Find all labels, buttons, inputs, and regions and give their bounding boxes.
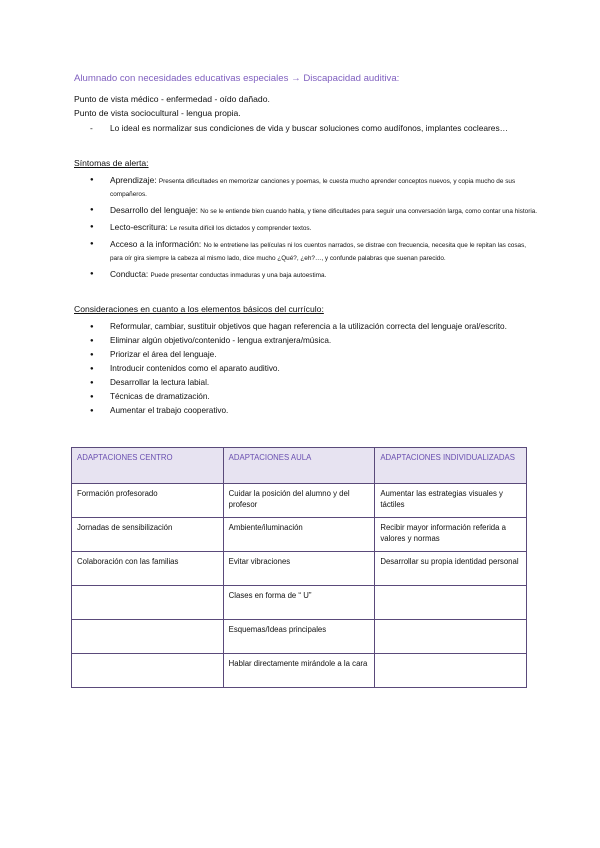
list-item: ● Eliminar algún objetivo/contenido - lengua extranjera/música. <box>90 334 540 348</box>
symptom-label: Desarrollo del lenguaje: <box>110 205 198 215</box>
header-adaptaciones-centro: ADAPTACIONES CENTRO <box>72 448 224 484</box>
adaptations-table <box>71 447 527 688</box>
list-item: ● Técnicas de dramatización. <box>90 390 540 404</box>
table-cell: Cuidar la posición del alumno y del profesor <box>223 484 375 518</box>
table-cell <box>375 620 527 654</box>
considerations-heading: Consideraciones en cuanto a los elementos básicos del currículo: <box>74 304 324 314</box>
table-cell: Recibir mayor información referida a valores y normas <box>375 518 527 552</box>
symptom-desc: Puede presentar conductas inmaduras y una baja autoestima. <box>150 272 327 279</box>
ideal-note <box>90 121 510 135</box>
symptom-desc: Le resulta difícil los dictados y comprender textos. <box>170 225 312 232</box>
considerations-list <box>90 320 540 418</box>
table-row <box>72 518 527 552</box>
list-item <box>90 204 540 218</box>
table-row <box>72 586 527 620</box>
list-item <box>90 268 540 282</box>
list-item <box>90 174 540 201</box>
ideal-note-text: Lo ideal es normalizar sus condiciones de vida y buscar soluciones como audífonos, implantes cocleares… <box>110 123 509 133</box>
table-cell: Formación profesorado <box>72 484 224 518</box>
list-item: ● Priorizar el área del lenguaje. <box>90 348 540 362</box>
table-row <box>72 654 527 688</box>
table-cell: Colaboración con las familias <box>72 552 224 586</box>
table-cell: Desarrollar su propia identidad personal <box>375 552 527 586</box>
table-cell: Hablar directamente mirándole a la cara <box>223 654 375 688</box>
list-item: ● Aumentar el trabajo cooperativo. <box>90 404 540 418</box>
table-cell: Ambiente/iluminación <box>223 518 375 552</box>
symptom-desc: No le entretiene las películas ni los cuentos narrados, se distrae con frecuencia, necesita que le repitan las cosas, para oír gira siempre la cabeza al mismo lado, dice mucho ¿Qué?, ¿eh?…, y confunde palabras que suenan parecido. <box>110 242 527 262</box>
table-cell: Evitar vibraciones <box>223 552 375 586</box>
table-cell: Jornadas de sensibilización <box>72 518 224 552</box>
symptom-desc: Presenta dificultades en memorizar canciones y poemas, le cuesta mucho aprender conceptos nuevos, y copia mucho de sus compañeros. <box>110 178 516 198</box>
list-item: ● Desarrollar la lectura labial. <box>90 376 540 390</box>
symptom-label: Lecto-escritura: <box>110 222 168 232</box>
document-title: Alumnado con necesidades educativas especiales → Discapacidad auditiva: <box>74 73 400 84</box>
list-item <box>90 238 540 265</box>
symptoms-heading: Síntomas de alerta: <box>74 158 149 168</box>
medical-view-line: Punto de vista médico - enfermedad - oído dañado. <box>74 94 270 104</box>
symptoms-list <box>90 174 540 285</box>
header-adaptaciones-aula: ADAPTACIONES AULA <box>223 448 375 484</box>
table-row <box>72 552 527 586</box>
symptom-label: Aprendizaje: <box>110 175 157 185</box>
header-adaptaciones-individualizadas: ADAPTACIONES INDIVIDUALIZADAS <box>375 448 527 484</box>
list-item: ● Introducir contenidos como el aparato auditivo. <box>90 362 540 376</box>
table-row <box>72 484 527 518</box>
list-item: ● Reformular, cambiar, sustituir objetivos que hagan referencia a la utilización correcta del lenguaje oral/escrito. <box>90 320 540 334</box>
sociocultural-view-line: Punto de vista sociocultural - lengua propia. <box>74 108 241 118</box>
symptom-label: Acceso a la información: <box>110 239 202 249</box>
table-cell <box>72 620 224 654</box>
dash-marker: - <box>90 123 93 133</box>
symptom-desc: No se le entiende bien cuando habla, y tiene dificultades para seguir una conversación larga, como contar una historia. <box>200 208 538 215</box>
table-cell: Clases en forma de “ U” <box>223 586 375 620</box>
table-cell: Aumentar las estrategias visuales y táctiles <box>375 484 527 518</box>
table-header-row <box>72 448 527 484</box>
table-cell <box>72 654 224 688</box>
table-cell <box>72 586 224 620</box>
list-item <box>90 221 540 235</box>
table-cell <box>375 654 527 688</box>
table-cell: Esquemas/Ideas principales <box>223 620 375 654</box>
table-cell <box>375 586 527 620</box>
symptom-label: Conducta: <box>110 269 149 279</box>
table-row <box>72 620 527 654</box>
